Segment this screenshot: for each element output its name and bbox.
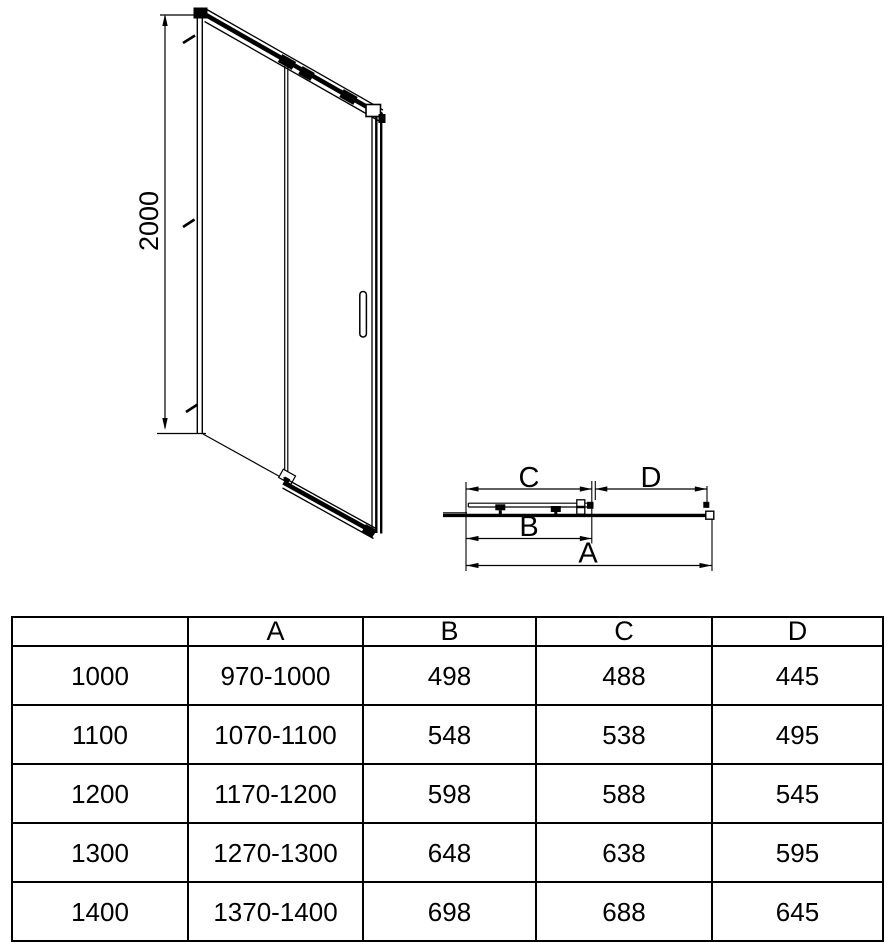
arrowhead-left-icon [467,536,479,541]
dim-d-label: D [640,462,662,494]
arrowhead-left-icon [595,486,607,491]
arrowhead-left-icon [467,486,479,491]
cell-c: 688 [536,882,712,941]
cell-b: 598 [363,764,536,823]
arrowhead-right-icon [695,486,707,491]
dimension-a [467,538,712,570]
table-row [12,882,883,941]
guide-block [577,500,585,507]
cell-a: 1070-1100 [188,705,363,764]
roller-bracket [495,504,505,510]
right-door-profile [372,112,381,534]
cell-a: 1370-1400 [188,882,363,941]
table-header-a: A [188,617,363,646]
table-header-b: B [363,617,536,646]
table-row [12,705,883,764]
bottom-rail [279,469,377,538]
cell-size: 1200 [12,764,188,823]
cell-c: 488 [536,646,712,705]
height-dimension-label: 2000 [134,190,164,252]
plan-view-drawing [443,462,714,571]
arrowhead-right-icon [580,486,592,491]
dimension-d [595,462,707,494]
table-header-c: C [536,617,712,646]
cell-a: 1270-1300 [188,823,363,882]
left-wall-profile [183,8,208,434]
arrowhead-left-icon [467,563,479,568]
top-rail [205,9,386,123]
cell-b: 698 [363,882,536,941]
table-row [12,823,883,882]
wall-bracket [703,502,709,508]
cell-c: 588 [536,764,712,823]
cell-d: 545 [712,764,883,823]
door-handle-icon [360,292,367,338]
glass-end-cap [706,511,714,519]
cell-d: 445 [712,646,883,705]
arrowhead-up-icon [162,14,167,26]
cell-c: 638 [536,823,712,882]
cell-size: 1400 [12,882,188,941]
cell-d: 645 [712,882,883,941]
cell-b: 548 [363,705,536,764]
cell-b: 498 [363,646,536,705]
height-dimension [134,14,206,434]
cell-a: 970-1000 [188,646,363,705]
dimensions-table [11,616,884,942]
cell-d: 495 [712,705,883,764]
table-header-d: D [712,617,883,646]
glass-divider [285,66,288,476]
table-header-size [12,617,188,646]
arrowhead-down-icon [162,418,167,430]
table-row [12,646,883,705]
cell-size: 1100 [12,705,188,764]
guide-block [577,508,585,515]
front-view-drawing [134,8,386,539]
cell-a: 1170-1200 [188,764,363,823]
door-edge-block [587,502,594,509]
top-right-cap [366,105,381,117]
table-header-row [12,617,883,646]
dim-c-label: C [518,462,540,494]
cell-b: 648 [363,823,536,882]
table-row [12,764,883,823]
cell-d: 595 [712,823,883,882]
cell-size: 1000 [12,646,188,705]
cell-size: 1300 [12,823,188,882]
arrowhead-right-icon [700,563,712,568]
dim-a-label: A [578,537,598,570]
cell-c: 538 [536,705,712,764]
dimension-c [467,462,592,494]
dim-b-label: B [519,511,539,543]
fixed-panel-bottom-edge [203,434,285,480]
roller-bracket [551,506,561,512]
